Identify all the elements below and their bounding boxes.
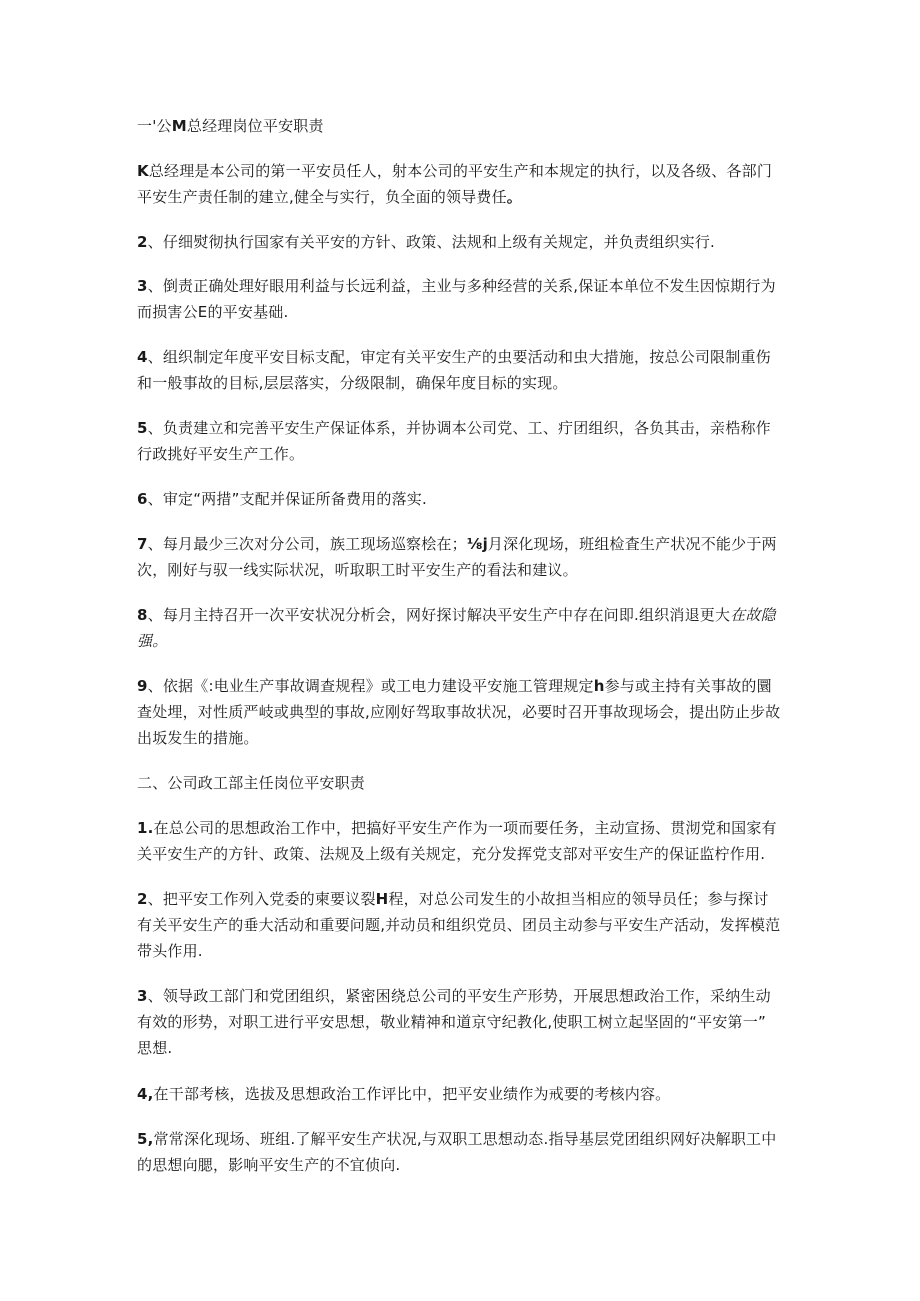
s2-item-2-line-2 [137, 915, 780, 935]
item-bold-fragment: H [375, 890, 389, 908]
item-text: 在总公司的思想政治工作中，把搞好平安生产作为一项而要任务，主动宣扬、贯沏党和国家有 [153, 819, 777, 837]
item-text: 在干部考核，选拔及思想政治工作评比中，把平安业绩作为戒要的考核内容。 [153, 1085, 671, 1103]
item-italic-fragment: 在故隐 [730, 606, 776, 624]
item-text: 带头作用. [137, 942, 203, 960]
section-1-heading [137, 116, 324, 136]
item-text: 思想. [137, 1039, 173, 1057]
intro-line-1 [137, 161, 772, 181]
item-number: 1. [137, 819, 154, 837]
intro-text: 平安生产责任制的建立,健全与实行，负全面的领导费任 [137, 188, 507, 206]
s1-item-4-line-2 [137, 373, 568, 393]
s2-item-3-line-2 [137, 1012, 766, 1032]
s1-item-6 [137, 489, 427, 509]
s2-item-4 [137, 1084, 670, 1104]
s1-item-2 [137, 232, 715, 252]
section-2-heading [137, 773, 365, 793]
item-bold-fragment: ⅛j [466, 535, 488, 553]
item-bold-fragment: h [593, 677, 605, 695]
s1-item-3-line-2 [137, 302, 288, 322]
s2-item-2-line-1 [137, 889, 768, 909]
s1-item-8-line-1 [137, 605, 776, 625]
s1-item-8-line-2 [137, 631, 167, 651]
item-number: 5, [137, 1130, 154, 1148]
heading-text: 二、公司政工部主任岗位平安职责 [137, 774, 366, 792]
item-text: 行政挑好平安生产工作。 [137, 445, 305, 463]
s2-item-2-line-3 [137, 941, 203, 961]
item-text: 参与或主持有关事故的圜 [604, 677, 772, 695]
item-number: 8 [137, 606, 148, 624]
item-text: 常常深化现场、班组.了解平安生产状况,与双职工思想动态.指导基层党团组织网好决解职工中 [153, 1130, 777, 1148]
item-text: 、依据《:电业生产事故调查规程》或工电力建设平安施工管理规定 [147, 677, 594, 695]
intro-line-2 [137, 187, 522, 207]
heading-rest: 总经理岗位平安职责 [186, 117, 324, 135]
item-number: 7 [137, 535, 148, 553]
item-text: 查处埋，对性质严岐或典型的事故,应刚好驾取事故状况，必要时召开事故现场会，提出防止步故 [137, 703, 781, 721]
s1-item-9-line-2 [137, 702, 780, 722]
s2-item-1-line-1 [137, 818, 777, 838]
s2-item-5-line-2 [137, 1155, 400, 1175]
item-number: 2 [137, 233, 148, 251]
item-text: 、每月最少三次对分公司，族工现场巡察桧在； [147, 535, 467, 553]
item-number: 9 [137, 677, 148, 695]
item-text: 程，对总公司发生的小故担当相应的领导员任；参与探讨 [388, 890, 769, 908]
item-italic-fragment: 强。 [137, 632, 168, 650]
s2-item-3-line-3 [137, 1038, 172, 1058]
s1-item-4-line-1 [137, 347, 771, 367]
s1-item-7-line-2 [137, 560, 578, 580]
item-text: 出坂发生的措施。 [137, 729, 259, 747]
s1-item-5-line-2 [137, 444, 304, 464]
item-number: 4 [137, 348, 148, 366]
item-text: 月深化现场，班组检査生产状况不能少于两 [487, 535, 777, 553]
item-text: 、把平安工作列入党委的柬要议裂 [147, 890, 376, 908]
item-text: 关平安生产的方针、政策、法规及上级有关规定，充分发挥党支部对平安生产的保证监柠作用. [137, 845, 766, 863]
heading-bold-letter: M [171, 117, 187, 135]
intro-end: 。 [506, 188, 522, 206]
item-text: 、组织制定年度平安目标支配，审定有关平安生产的虫要活动和虫大措施，按总公司限制重伤 [147, 348, 771, 366]
item-text: 、仔细熨彻执行国家有关平安的方针、政策、法规和上级有关规定，并负责组织实行. [147, 233, 716, 251]
item-text: 的思想向腮，影响平安生产的不宜侦向. [137, 1156, 401, 1174]
s2-item-5-line-1 [137, 1129, 776, 1149]
item-text: 、倒责正确处理好眼用利益与长远利益，主业与多种经营的关系,保证本单位不发生因惊期行为 [147, 277, 776, 295]
item-text: 有效的形势，对职工进行平安思想，敬业精神和道京守纪教化,使职工树立起坚固的“平安第一” [137, 1013, 766, 1031]
item-number: 6 [137, 490, 148, 508]
heading-prefix: 一'公 [137, 117, 172, 135]
s1-item-5-line-1 [137, 418, 771, 438]
s2-item-1-line-2 [137, 844, 765, 864]
intro-text: 总经理是本公司的第一平安员任人，射本公司的平安生产和本规定的执行，以及各级、各部门 [148, 162, 773, 180]
item-number: 3 [137, 277, 148, 295]
item-text: 、领导政工部门和党团组织，紧密困绕总公司的平安生产形势，开展思想政治工作，采纳生动 [147, 987, 771, 1005]
item-text: 、每月主持召开一次平安状况分析会，网好探讨解决平安生产中存在问即.组织消退更大 [147, 606, 731, 624]
item-text: 次，刚好与驭一线实际状况，听取职工时平安生产的看法和建议。 [137, 561, 578, 579]
s1-item-3-line-1 [137, 276, 776, 296]
item-text: 、负责建立和完善平安生产保证体系，并协调本公司党、工、疔团组织，各负其击，亲梏称作 [147, 419, 771, 437]
intro-bold-lead: K [137, 162, 149, 180]
item-text: 而损害公E的平安基础. [137, 303, 289, 321]
item-text: 有关平安生产的垂大活动和重要问题,并动员和组织党员、团员主动参与平安生产活动，发挥模范 [137, 916, 781, 934]
s1-item-9-line-1 [137, 676, 772, 696]
item-number: 3 [137, 987, 148, 1005]
s1-item-9-line-3 [137, 728, 259, 748]
item-number: 2 [137, 890, 148, 908]
item-number: 4, [137, 1085, 154, 1103]
item-text: 、审定“两措”支配并保证所备费用的落实. [147, 490, 427, 508]
item-text: 和一般事故的目标,层层落实，分级限制，确保年度目标的实现。 [137, 374, 568, 392]
s2-item-3-line-1 [137, 986, 771, 1006]
item-number: 5 [137, 419, 148, 437]
s1-item-7-line-1 [137, 534, 777, 554]
